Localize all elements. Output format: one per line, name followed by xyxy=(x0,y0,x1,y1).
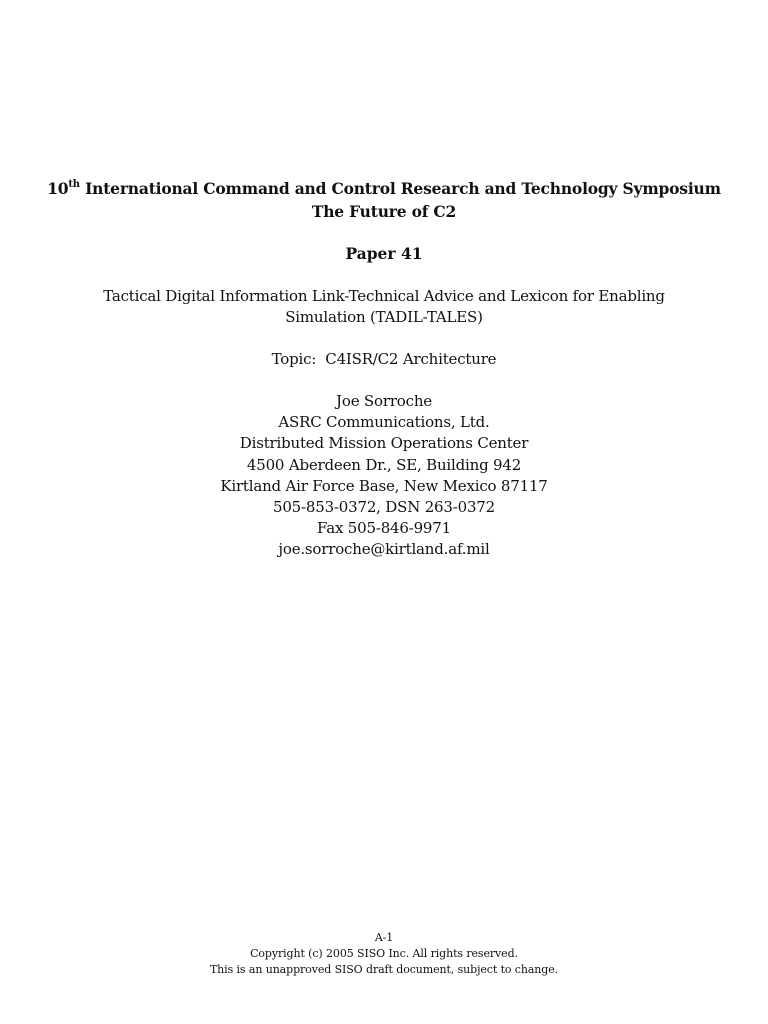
paper-title-line-2: Simulation (TADIL-TALES) xyxy=(285,308,483,326)
paper-title-line-1: Tactical Digital Information Link-Technical Advice and Lexicon for Enabling xyxy=(103,287,665,305)
author-name: Joe Sorroche xyxy=(336,392,432,410)
author-fax: Fax 505-846-9971 xyxy=(317,519,451,537)
symposium-title: International Command and Control Research and Technology Symposium xyxy=(85,179,721,198)
ordinal-suffix: th xyxy=(68,178,80,190)
author-department: Distributed Mission Operations Center xyxy=(239,434,529,452)
draft-disclaimer: This is an unapproved SISO draft document, subject to change. xyxy=(209,963,559,976)
page-label: A-1 xyxy=(374,931,394,944)
author-phone: 505-853-0372, DSN 263-0372 xyxy=(273,498,495,516)
paper-number: Paper 41 xyxy=(345,244,423,263)
topic: Topic: C4ISR/C2 Architecture xyxy=(271,350,497,368)
author-organization: ASRC Communications, Ltd. xyxy=(278,413,490,431)
subtitle: The Future of C2 xyxy=(311,202,457,221)
copyright-notice: Copyright (c) 2005 SISO Inc. All rights reserved. xyxy=(250,947,518,960)
author-address-line-2: Kirtland Air Force Base, New Mexico 87117 xyxy=(220,477,548,495)
author-address-line-1: 4500 Aberdeen Dr., SE, Building 942 xyxy=(246,456,522,474)
ordinal-number: 10 xyxy=(47,179,69,198)
symposium-title-line xyxy=(0,179,768,198)
author-email: joe.sorroche@kirtland.af.mil xyxy=(278,540,490,558)
